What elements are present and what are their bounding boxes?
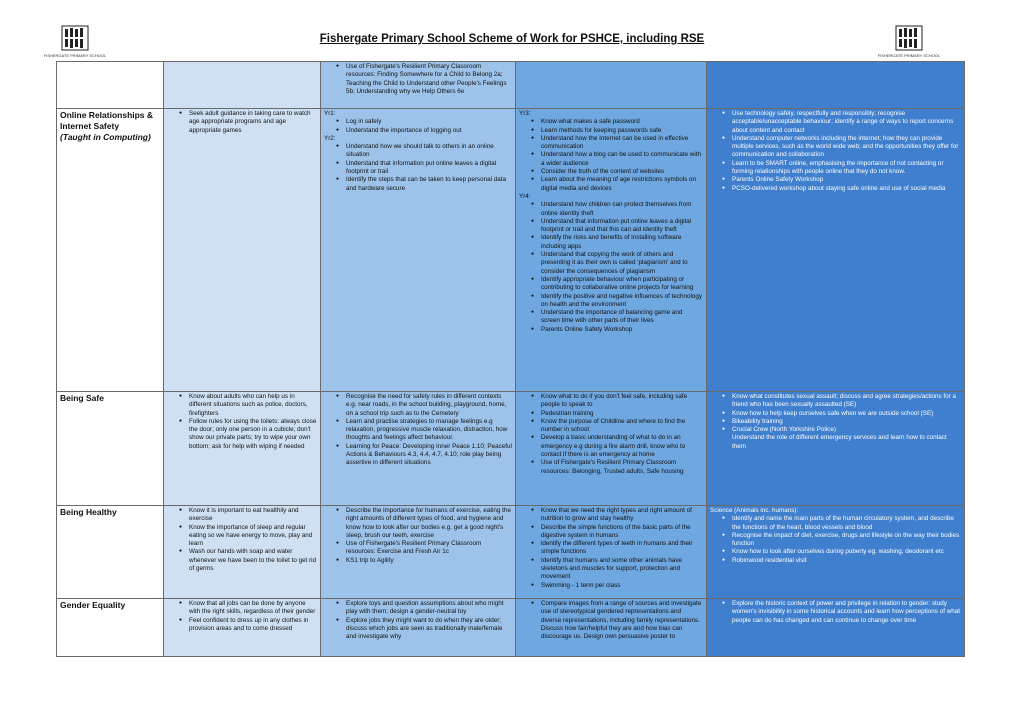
list-item: ● identify the different types of teeth in humans and their simple functions — [531, 540, 703, 557]
year-label: Yr4: — [519, 192, 531, 200]
theme-cell — [57, 506, 164, 599]
table-row-being-healthy — [57, 506, 965, 599]
table-row-being-safe — [57, 392, 965, 506]
list-item: ● Use of Fishergate's Resilient Primary Classroom resources: Finding Somewhere for a Child to Belong 2a; Teaching the Child to Understand other People's Feelings 5b; Understanding why we Help Others 6e — [336, 63, 512, 96]
list-item: ● Develop a basic understanding of what to do in an emergency e.g during a fire alarm drill, know who to contact if there is an emergency at home — [531, 434, 703, 459]
list-item: ● Identify appropriate behaviour when participating or contributing to collaborative online projects for learning — [531, 276, 703, 293]
list-item: ● Understand the importance of balancing game and screen time with other parts of their lives — [531, 309, 703, 326]
list-item: ● Learn and practise strategies to manage feelings e.g relaxation, progressive muscle relaxation, distraction, how thoughts and feelings affect behaviour. — [336, 418, 512, 443]
list-item: ● Explore jobs they might want to do when they are older; discuss which jobs are seen as traditionally male/female and investigate why — [336, 617, 512, 642]
list-item: ● Pedestrian training — [531, 410, 703, 418]
list-item: ● Parents Online Safety Workshop — [722, 176, 961, 184]
theme-title: Being Safe — [60, 393, 104, 403]
list-item: ● Understand how children can protect themselves from online identity theft — [531, 201, 703, 218]
list-item: ● Consider the truth of the content of websites — [531, 168, 703, 176]
list-item: ● Understand that information put online leaves a digital footprint or trail and that this can aid identity theft — [531, 218, 703, 235]
cell-upper-ks2 — [707, 506, 965, 599]
list-item: ● Know how to look after ourselves during puberty eg. washing, deodorant etc — [722, 548, 961, 556]
list-item: ● Understand how a blog can be used to communicate with a wider audience — [531, 151, 703, 168]
theme-note: (Taught in Computing) — [60, 132, 151, 143]
list-item: ● Identify the positive and negative influences of technology on health and the environment — [531, 293, 703, 310]
logo-text-right: FISHERGATE PRIMARY SCHOOL — [877, 53, 941, 58]
list-item: ● Understand how the Internet can be used in effective communication — [531, 135, 703, 152]
list-item: ● Log in safely — [336, 118, 512, 126]
list-item: ● Know what constitutes sexual assault; discuss and agree strategies/actions for a friend who has been sexually assaulted (SE) — [722, 393, 961, 410]
list-item: ● Know what makes a safe password — [531, 118, 703, 126]
list-item: ● Understand that copying the work of others and presenting it as their own is called 'plagiarism' and to consider the consequences of plagiarism — [531, 251, 703, 276]
list-item: ● Know it is important to eat healthily and exercise — [179, 507, 317, 524]
cell-upper-ks2 — [707, 62, 965, 109]
theme-title: Being Healthy — [60, 507, 117, 517]
school-logo-right — [877, 24, 941, 62]
list-item: ● Explore toys and question assumptions about who might play with them; design a gender-neutral toy — [336, 600, 512, 617]
list-item: ● Wash our hands with soap and water whenever we have been to the toilet to get rid of germs — [179, 548, 317, 573]
theme-title: Gender Equality — [60, 600, 126, 610]
list-item: ● Know that all jobs can be done by anyone with the right skills, regardless of their gender — [179, 600, 317, 617]
list-item: ● Learn to be SMART online, emphasising the importance of not contacting or forming relationships with people online that they do not know. — [722, 160, 961, 177]
cell-ks1 — [321, 109, 516, 392]
cell-eyfs — [164, 392, 321, 506]
list-item: ● KS1 trip to Agility — [336, 557, 512, 565]
list-item: ● Know the importance of sleep and regular eating so we have energy to move, play and learn — [179, 524, 317, 549]
cell-lower-ks2 — [516, 109, 707, 392]
list-item: ● Know the purpose of Childline and where to find the number in school — [531, 418, 703, 435]
cell-lower-ks2 — [516, 392, 707, 506]
list-item: ● Know how to help keep ourselves safe when we are outside school (SE) — [722, 410, 961, 418]
cell-ks1 — [321, 506, 516, 599]
cell-eyfs — [164, 62, 321, 109]
cell-upper-ks2 — [707, 109, 965, 392]
list-item: ● Learn about the meaning of age restrictions symbols on digital media and devices — [531, 176, 703, 193]
list-item: ● Seek adult guidance in taking care to watch age appropriate programs and age appropriate games — [179, 110, 317, 135]
list-item: ● Identify and name the main parts of the human circulatory system, and describe the functions of the heart, blood vessels and blood — [722, 515, 961, 532]
cell-lower-ks2 — [516, 599, 707, 657]
list-item: ● Explore the historic context of power and privilege in relation to gender: study women's invisibility in some historical accounts and learn how perceptions of what people can do has changed and can continue to change over time — [722, 600, 961, 625]
subject-label: Science (Animals inc. humans): — [710, 507, 799, 514]
list-item: ● Use of Fishergate's Resilient Primary Classroom resources: Belonging, Trusted adults, Safe housing — [531, 459, 703, 476]
theme-cell — [57, 62, 164, 109]
year-label: Yr2: — [324, 134, 336, 142]
list-item: ● Understand that information put online leaves a digital footprint or trail — [336, 160, 512, 177]
table-row-continuation — [57, 62, 965, 109]
list-item: ● Describe the importance for humans of exercise, eating the right amounts of different types of food, and hygiene and know how to look after our bodies e.g. get a good night's sleep, brush our teeth, exercise — [336, 507, 512, 540]
cell-ks1 — [321, 62, 516, 109]
year-label: Yr1: — [324, 110, 336, 117]
list-item: ● Learning for Peace: Developing Inner Peace 1.10; Peaceful Actions & Behaviours 4.3, 4.4, 4.7, 4.10; role play being assertive in different situations — [336, 443, 512, 468]
theme-cell — [57, 392, 164, 506]
list-item: ● Crucial Crew (North Yorkshire Police) — [722, 426, 961, 434]
logo-text-left: FISHERGATE PRIMARY SCHOOL — [43, 53, 107, 58]
scheme-of-work-table — [56, 61, 965, 657]
list-item: ● Know about adults who can help us in different situations such as police, doctors, firefighters — [179, 393, 317, 418]
theme-title: Online Relationships & Internet Safety — [60, 110, 154, 132]
list-item: ● Understand the importance of logging out — [336, 127, 512, 135]
list-item: ● Recognise the impact of diet, exercise, drugs and lifestyle on the way their bodies function — [722, 532, 961, 549]
list-item: ● PCSO-delivered workshop about staying safe online and use of social media — [722, 185, 961, 193]
list-item: ● Parents Online Safety Workshop — [531, 326, 703, 334]
table-row-gender-equality — [57, 599, 965, 657]
list-item: ● Describe the simple functions of the basic parts of the digestive system in humans — [531, 524, 703, 541]
list-item: ● Swimming - 1 term per class — [531, 582, 703, 590]
list-item: ● Bikeability training — [722, 418, 961, 426]
page-title: Fishergate Primary School Scheme of Work for PSHCE, including RSE — [319, 33, 705, 45]
theme-cell — [57, 599, 164, 657]
year-label: Yr3: — [519, 110, 531, 117]
table-row-online-relationships — [57, 109, 965, 392]
list-item: ● Recognise the need for safety rules in different contexts e.g. near roads, in the school building, playground, home, on a school trip such as to the Cemetery — [336, 393, 512, 418]
list-item: ● Know that we need the right types and right amount of nutrition to grow and stay healthy — [531, 507, 703, 524]
list-item: ● Identify the risks and benefits of installing software including apps — [531, 234, 703, 251]
cell-ks1 — [321, 392, 516, 506]
list-item: ● Know what to do if you don't feel safe, including safe people to speak to — [531, 393, 703, 410]
cell-lower-ks2 — [516, 506, 707, 599]
list-item: ● Use technology safely, respectfully and responsibly; recognise acceptable/unacceptable behaviour; identify a range of ways to report concerns about content and contact — [722, 110, 961, 135]
list-item: ● Identify the steps that can be taken to keep personal data and hardware secure — [336, 176, 512, 193]
list-item: ● Robinwood residential visit — [722, 557, 961, 565]
plain-text: Understand the role of different emergency services and learn how to contact them — [732, 434, 947, 450]
list-item: ● Learn methods for keeping passwords safe — [531, 127, 703, 135]
cell-ks1 — [321, 599, 516, 657]
cell-upper-ks2 — [707, 392, 965, 506]
list-item: ● Feel confident to dress up in any clothes in provision areas and to come dressed — [179, 617, 317, 634]
list-item: ● Understand computer networks including the internet; how they can provide multiple services, such as the world wide web; and the opportunities they offer for communication and collaboration — [722, 135, 961, 160]
cell-eyfs — [164, 109, 321, 392]
list-item: ● Identify that humans and some other animals have skeletons and muscles for support, protection and movement — [531, 557, 703, 582]
cell-eyfs — [164, 599, 321, 657]
theme-cell — [57, 109, 164, 392]
list-item: ● Follow rules for using the toilets: always close the door; only one person in a cubicle; don't show our private parts; try to wipe your own bottom; ask for help with wiping if needed — [179, 418, 317, 451]
cell-upper-ks2 — [707, 599, 965, 657]
list-item: ● Understand how we should talk to others in an online situation — [336, 143, 512, 160]
list-item: ● Use of Fishergate's Resilient Primary Classroom resources: Exercise and Fresh Air 1c — [336, 540, 512, 557]
cell-lower-ks2 — [516, 62, 707, 109]
list-item: ● Compare images from a range of sources and investigate use of stereotypical gendered representations and diverse representations, including family representations. Discuss how fair/helpful they are and how bias can discourage us. Design own persuasive poster to — [531, 600, 703, 641]
cell-eyfs — [164, 506, 321, 599]
